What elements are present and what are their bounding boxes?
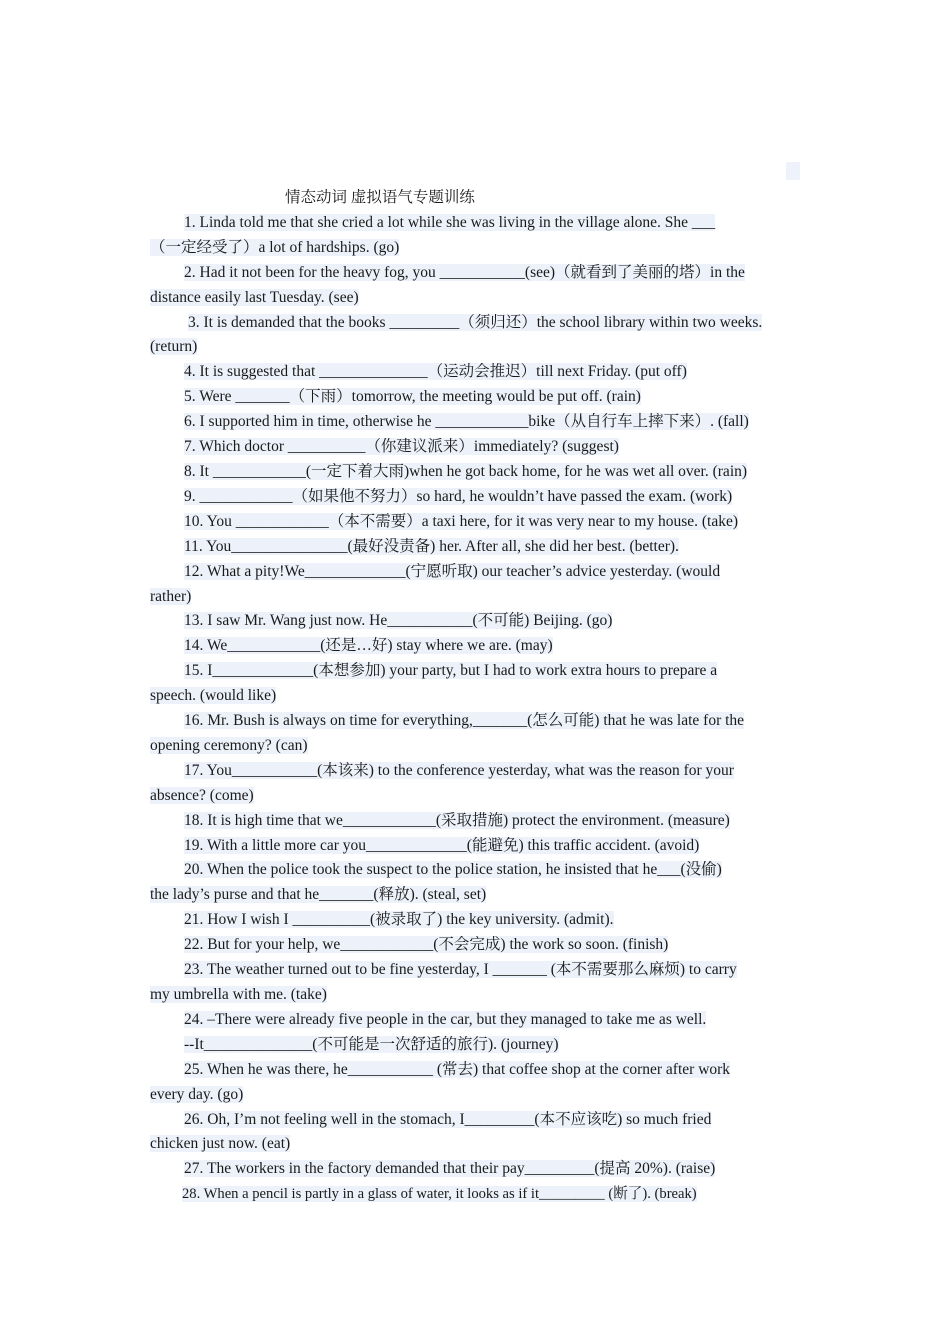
exercise-line: [150, 435, 800, 460]
exercise-line: [150, 659, 800, 684]
exercise-line-text: chicken just now. (eat): [150, 1135, 291, 1153]
exercise-line-text: 20. When the police took the suspect to the police station, he insisted that he___(没偷): [184, 861, 722, 879]
exercise-line: [150, 684, 800, 709]
exercise-line: [150, 560, 800, 585]
exercise-line-text: 15. I_____________(本想参加) your party, but I had to work extra hours to prepare a: [184, 662, 718, 680]
document-body: [150, 186, 800, 1207]
exercise-line: [150, 1058, 800, 1083]
exercise-line-text: 17. You___________(本该来) to the conference yesterday, what was the reason for your: [184, 761, 734, 779]
exercise-line: [150, 335, 800, 360]
exercise-line: [150, 933, 800, 958]
exercise-line: [150, 311, 800, 336]
exercise-line-text: 2. Had it not been for the heavy fog, you ___________(see)（就看到了美丽的塔）in the: [184, 263, 745, 281]
exercise-line: [150, 485, 800, 510]
exercise-line-text: opening ceremony? (can): [150, 736, 308, 754]
exercise-line-text: 1. Linda told me that she cried a lot while she was living in the village alone. She ___: [184, 213, 716, 231]
exercise-line: [150, 1132, 800, 1157]
exercise-line-text: 19. With a little more car you_____________(能避免) this traffic accident. (avoid): [184, 836, 700, 854]
exercise-line: [150, 809, 800, 834]
exercise-line-text: speech. (would like): [150, 687, 277, 705]
exercise-line-text: 13. I saw Mr. Wang just now. He___________(不可能) Beijing. (go): [184, 612, 613, 630]
exercise-line: [150, 1008, 800, 1033]
exercise-line-text: 4. It is suggested that ______________（运动会推迟）till next Friday. (put off): [184, 363, 687, 381]
exercise-line: [150, 385, 800, 410]
exercise-line-text: 7. Which doctor __________（你建议派来）immediately? (suggest): [184, 438, 619, 456]
exercise-line-text: 18. It is high time that we____________(采取措施) protect the environment. (measure): [184, 811, 730, 829]
exercise-line: [150, 1108, 800, 1133]
exercise-line-text: (return): [150, 338, 198, 356]
exercise-line-text: distance easily last Tuesday. (see): [150, 288, 359, 306]
exercise-line: [150, 236, 800, 261]
exercise-line: [150, 1182, 800, 1207]
exercise-line: [150, 834, 800, 859]
exercise-line-text: （一定经受了）a lot of hardships. (go): [150, 238, 400, 256]
exercise-line: [150, 609, 800, 634]
exercise-line: [150, 908, 800, 933]
exercise-line: [150, 286, 800, 311]
exercise-line-text: rather): [150, 587, 192, 605]
exercise-line: [150, 784, 800, 809]
exercise-line: [150, 261, 800, 286]
exercise-line-text: 14. We____________(还是…好) stay where we are. (may): [184, 637, 553, 655]
exercise-line: [150, 510, 800, 535]
exercise-line: [150, 858, 800, 883]
exercise-line: [150, 883, 800, 908]
exercise-line-text: --It______________(不可能是一次舒适的旅行). (journey): [184, 1035, 559, 1053]
exercise-list: [150, 211, 800, 1207]
exercise-line-text: every day. (go): [150, 1085, 244, 1103]
exercise-line-text: 5. Were _______（下雨）tomorrow, the meeting would be put off. (rain): [184, 388, 641, 406]
exercise-line: [150, 211, 800, 236]
exercise-line-text: absence? (come): [150, 786, 254, 804]
exercise-line-text: 16. Mr. Bush is always on time for everything,_______(怎么可能) that he was late for the: [184, 712, 745, 730]
exercise-line: [150, 1083, 800, 1108]
exercise-line: [150, 460, 800, 485]
exercise-line-text: my umbrella with me. (take): [150, 986, 327, 1003]
exercise-line-text: 6. I supported him in time, otherwise he ____________bike（从自行车上摔下来）. (fall): [184, 413, 749, 431]
exercise-line-text: the lady’s purse and that he_______(释放). (steal, set): [150, 886, 487, 904]
exercise-line-text: 27. The workers in the factory demanded that their pay_________(提高 20%). (raise): [184, 1160, 716, 1178]
exercise-line: [150, 958, 800, 983]
exercise-line: [150, 1033, 800, 1058]
exercise-line: [150, 585, 800, 610]
exercise-line-text: 25. When he was there, he___________ (常去) that coffee shop at the corner after work: [184, 1060, 731, 1078]
page-title: 情态动词 虚拟语气专题训练: [285, 189, 475, 206]
exercise-line-text: 8. It ____________(一定下着大雨)when he got back home, for he was wet all over. (rain): [184, 462, 748, 480]
exercise-line-text: 10. You ____________（本不需要）a taxi here, for it was very near to my house. (take): [184, 512, 739, 530]
exercise-line: [150, 1157, 800, 1182]
corner-highlight-box: [786, 162, 800, 180]
exercise-line: [150, 734, 800, 759]
exercise-line-text: 28. When a pencil is partly in a glass of water, it looks as if it_________ (断了). (break): [182, 1186, 697, 1203]
exercise-line-text: 9. ____________（如果他不努力）so hard, he wouldn’t have passed the exam. (work): [184, 487, 733, 505]
exercise-line-text: 22. But for your help, we____________(不会完成) the work so soon. (finish): [184, 936, 669, 954]
exercise-line: [150, 759, 800, 784]
exercise-line-text: 12. What a pity!We_____________(宁愿听取) our teacher’s advice yesterday. (would: [184, 562, 721, 580]
exercise-line: [150, 634, 800, 659]
exercise-line-text: 23. The weather turned out to be fine yesterday, I _______ (本不需要那么麻烦) to carry: [184, 961, 737, 979]
exercise-line: [150, 709, 800, 734]
exercise-line: [150, 360, 800, 385]
exercise-line-text: 21. How I wish I __________(被录取了) the key university. (admit).: [184, 911, 614, 929]
exercise-line-text: 3. It is demanded that the books _________（须归还）the school library within two weeks.: [188, 313, 763, 331]
exercise-line-text: 24. –There were already five people in the car, but they managed to take me as well.: [184, 1010, 707, 1028]
exercise-line-text: 26. Oh, I’m not feeling well in the stomach, I_________(本不应该吃) so much fried: [184, 1110, 712, 1128]
exercise-line: [150, 535, 800, 560]
exercise-line: [150, 410, 800, 435]
exercise-line: [150, 983, 800, 1008]
exercise-line-text: 11. You_______________(最好没责备) her. After all, she did her best. (better).: [184, 537, 679, 555]
